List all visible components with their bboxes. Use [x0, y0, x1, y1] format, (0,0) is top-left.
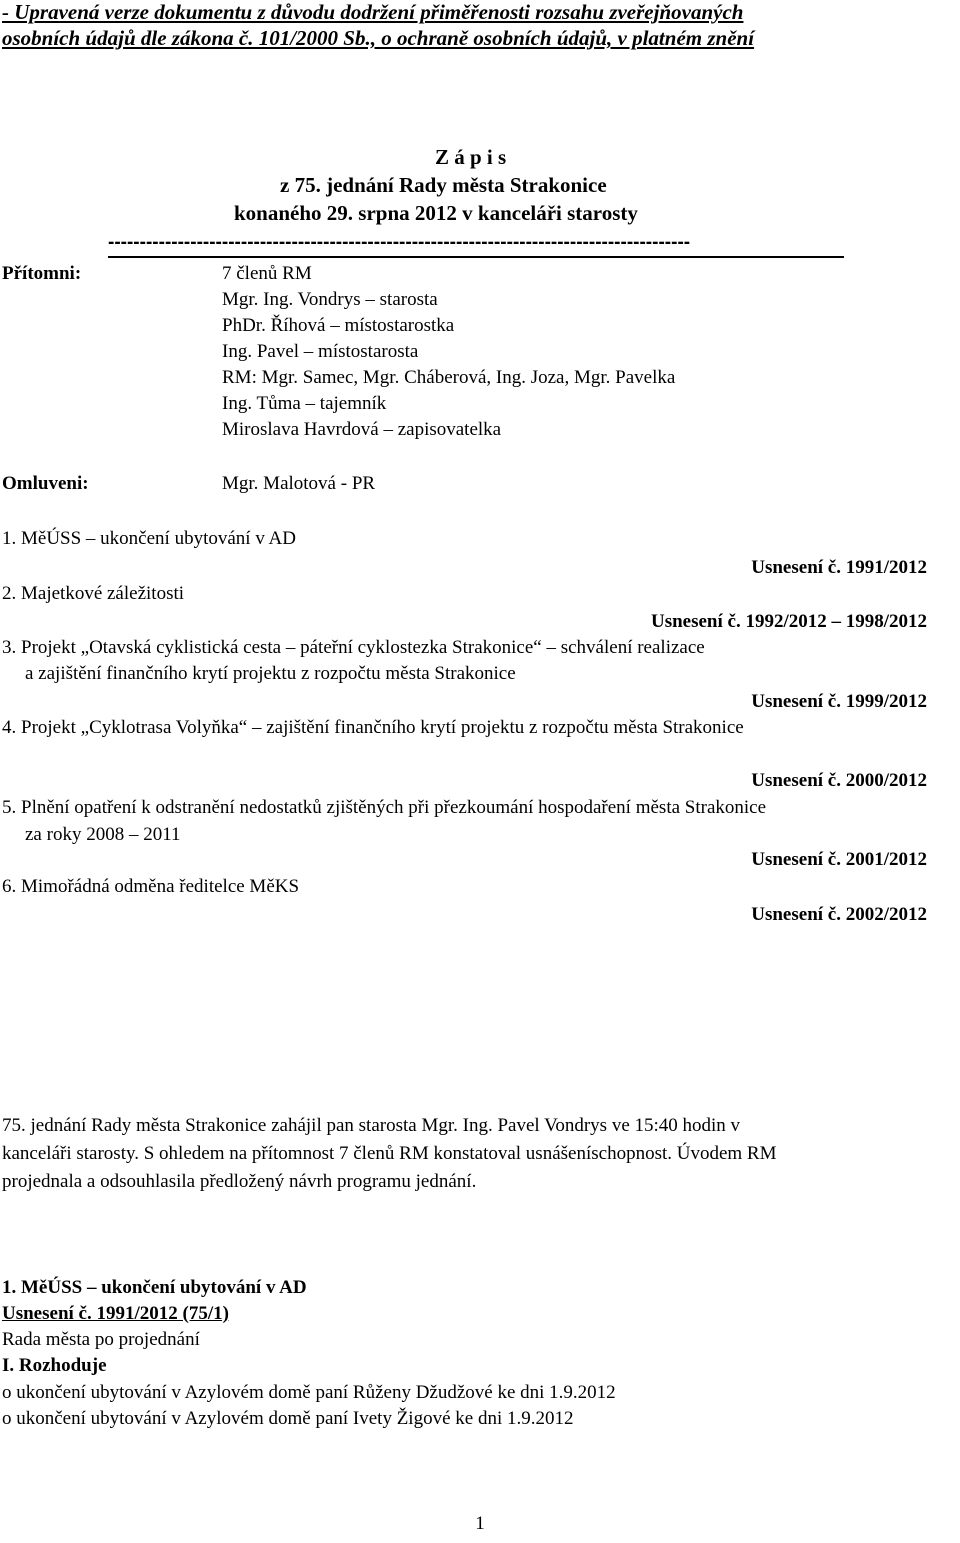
section-1-heading: 1. MěÚSS – ukončení ubytování v AD [2, 1277, 307, 1298]
section-1-intro: Rada města po projednání [2, 1329, 200, 1350]
privacy-notice-line-2: osobních údajů dle zákona č. 101/2000 Sb., o ochraně osobních údajů, v platném znění [2, 26, 755, 50]
agenda-item-6: 6. Mimořádná odměna ředitelce MěKS [2, 876, 300, 897]
agenda-resolution-1: Usnesení č. 1991/2012 [751, 557, 927, 578]
present-item: Ing. Pavel – místostarosta [222, 341, 419, 362]
intro-paragraph-line-1: 75. jednání Rady města Strakonice zahájil pan starosta Mgr. Ing. Pavel Vondrys ve 15:40 hodin v [2, 1115, 741, 1136]
page-number: 1 [475, 1513, 485, 1534]
present-item: RM: Mgr. Samec, Mgr. Cháberová, Ing. Joza, Mgr. Pavelka [222, 367, 676, 388]
agenda-item-2: 2. Majetkové záležitosti [2, 583, 185, 604]
agenda-resolution-6: Usnesení č. 2002/2012 [751, 904, 927, 925]
agenda-resolution-4: Usnesení č. 2000/2012 [751, 770, 927, 791]
agenda-item-3-continued: a zajištění finančního krytí projektu z rozpočtu města Strakonice [25, 663, 516, 684]
agenda-resolution-2: Usnesení č. 1992/2012 – 1998/2012 [650, 611, 927, 632]
section-1-item-1: o ukončení ubytování v Azylovém domě paní Růženy Džudžové ke dni 1.9.2012 [2, 1382, 616, 1403]
document-title: Z á p i s [435, 145, 507, 169]
present-item: PhDr. Říhová – místostarostka [222, 315, 455, 336]
privacy-notice-line-1: - Upravená verze dokumentu z důvodu dodržení přiměřenosti rozsahu zveřejňovaných [2, 0, 744, 24]
intro-paragraph-line-3: projednala a odsouhlasila předložený návrh programu jednání. [2, 1171, 477, 1192]
meeting-subtitle: z 75. jednání Rady města Strakonice [280, 173, 607, 197]
present-item: Ing. Tůma – tajemník [222, 393, 387, 414]
header-rule-underline [108, 256, 844, 258]
agenda-item-3: 3. Projekt „Otavská cyklistická cesta – páteřní cyklostezka Strakonice“ – schválení realizace [2, 637, 705, 658]
agenda-resolution-5: Usnesení č. 2001/2012 [751, 849, 927, 870]
agenda-resolution-3: Usnesení č. 1999/2012 [751, 691, 927, 712]
agenda-item-1: 1. MěÚSS – ukončení ubytování v AD [2, 528, 296, 549]
agenda-item-4: 4. Projekt „Cyklotrasa Volyňka“ – zajištění finančního krytí projektu z rozpočtu města Strakonice [2, 717, 744, 738]
present-label: Přítomni: [2, 263, 82, 284]
present-item: Miroslava Havrdová – zapisovatelka [222, 419, 502, 440]
header-dashed-rule: -------------------------------------------------------------------------------------------- [108, 234, 691, 252]
section-1-item-2: o ukončení ubytování v Azylovém domě paní Ivety Žigové ke dni 1.9.2012 [2, 1408, 574, 1429]
meeting-date-place: konaného 29. srpna 2012 v kanceláři starosty [234, 201, 638, 225]
agenda-item-5: 5. Plnění opatření k odstranění nedostatků zjištěných při přezkoumání hospodaření města Strakonice [2, 797, 767, 818]
agenda-item-5-continued: za roky 2008 – 2011 [25, 824, 181, 845]
section-1-resolution-number: Usnesení č. 1991/2012 (75/1) [2, 1303, 229, 1324]
section-1-decision: I. Rozhoduje [2, 1355, 107, 1376]
present-item: 7 členů RM [222, 263, 312, 284]
excused-item: Mgr. Malotová - PR [222, 473, 376, 494]
excused-label: Omluveni: [2, 473, 89, 494]
intro-paragraph-line-2: kanceláři starosty. S ohledem na přítomnost 7 členů RM konstatoval usnášeníschopnost. Úvodem RM [2, 1143, 777, 1164]
present-item: Mgr. Ing. Vondrys – starosta [222, 289, 438, 310]
